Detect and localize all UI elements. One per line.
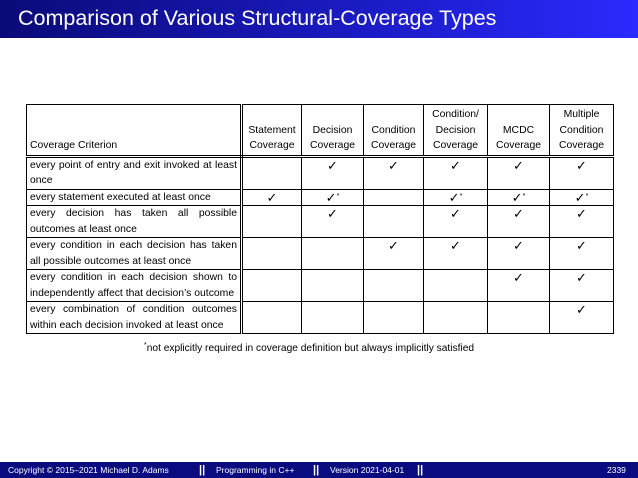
footer-copyright: Copyright © 2015–2021 Michael D. Adams — [8, 465, 169, 475]
checkmark-icon: ✓ — [266, 189, 278, 205]
footnote-marker: * — [144, 342, 147, 349]
table-row — [27, 156, 614, 189]
coverage-mark-cell — [550, 270, 614, 302]
checkmark-icon: ✓ — [388, 238, 399, 253]
coverage-mark-cell — [488, 206, 550, 238]
coverage-mark-cell — [302, 156, 364, 189]
footnote-ref: * — [459, 192, 463, 200]
checkmark-icon: ✓ — [576, 302, 587, 317]
header-line: Condition — [371, 124, 416, 136]
checkmark-icon: ✓ — [450, 206, 461, 221]
column-header-multiple-condition-coverage — [550, 105, 614, 157]
header-line: Coverage — [309, 140, 356, 151]
checkmark-icon: ✓ — [511, 189, 523, 205]
coverage-mark-cell — [364, 270, 424, 302]
checkmark-icon: ✓ — [327, 206, 338, 221]
coverage-mark-cell — [424, 270, 488, 302]
criterion-column-header: Coverage Criterion — [27, 105, 242, 157]
checkmark-icon: ✓ — [513, 157, 524, 173]
footer-separator: || — [417, 464, 424, 476]
footer-course: Programming in C++ — [216, 465, 295, 475]
footer-separator: || — [199, 464, 206, 476]
table-header-row — [27, 105, 614, 157]
coverage-mark-cell — [242, 302, 302, 334]
footnote-ref: * — [522, 192, 526, 200]
coverage-mark-cell — [424, 189, 488, 206]
checkmark-icon: ✓ — [513, 206, 524, 221]
table-footnote — [144, 343, 474, 354]
coverage-mark-cell — [364, 156, 424, 189]
coverage-mark-cell — [364, 206, 424, 238]
criterion-cell: every condition in each decision shown to independently affect that decision’s outcome — [27, 270, 242, 302]
checkmark-icon: ✓ — [574, 189, 586, 205]
header-line: Coverage — [495, 140, 542, 151]
checkmark-icon: ✓ — [576, 157, 587, 173]
coverage-comparison-table — [26, 104, 614, 334]
checkmark-icon: ✓ — [576, 238, 587, 253]
footer-bar — [0, 462, 638, 478]
table-row — [27, 270, 614, 302]
table-row — [27, 238, 614, 270]
footnote-ref: * — [336, 192, 340, 200]
checkmark-icon: ✓ — [513, 238, 524, 253]
header-line: Coverage — [558, 140, 605, 151]
footnote-text: not explicitly required in coverage definition but always implicitly satisfied — [146, 343, 475, 354]
checkmark-icon: ✓ — [576, 206, 587, 221]
coverage-mark-cell — [242, 189, 302, 206]
coverage-mark-cell — [550, 206, 614, 238]
coverage-mark-cell — [550, 238, 614, 270]
coverage-mark-cell — [550, 156, 614, 189]
coverage-mark-cell — [242, 156, 302, 189]
slide-title: Comparison of Various Structural-Coverage Types — [18, 6, 497, 30]
coverage-mark-cell — [424, 156, 488, 189]
coverage-mark-cell — [550, 189, 614, 206]
criterion-cell: every statement executed at least once — [27, 189, 242, 206]
header-line: Decision — [312, 124, 353, 136]
coverage-mark-cell — [302, 189, 364, 206]
coverage-mark-cell — [364, 189, 424, 206]
coverage-mark-cell — [424, 238, 488, 270]
header-line: Condition — [559, 124, 604, 136]
coverage-mark-cell — [488, 302, 550, 334]
coverage-mark-cell — [364, 238, 424, 270]
table-row — [27, 189, 614, 206]
criterion-cell: every combination of condition outcomes within each decision invoked at least once — [27, 302, 242, 334]
title-bar — [0, 0, 638, 38]
header-line: Condition/ — [432, 109, 479, 120]
coverage-mark-cell — [488, 156, 550, 189]
header-line: Coverage — [249, 140, 295, 151]
checkmark-icon: ✓ — [450, 238, 461, 253]
header-line: Statement — [248, 124, 296, 136]
checkmark-icon: ✓ — [325, 189, 337, 205]
checkmark-icon: ✓ — [576, 270, 587, 285]
coverage-mark-cell — [302, 302, 364, 334]
table-row — [27, 302, 614, 334]
table-row — [27, 206, 614, 238]
checkmark-icon: ✓ — [448, 189, 460, 205]
coverage-mark-cell — [424, 206, 488, 238]
coverage-mark-cell — [302, 206, 364, 238]
checkmark-icon: ✓ — [513, 270, 524, 285]
column-header-condition-decision-coverage — [424, 105, 488, 157]
header-line: MCDC — [502, 124, 535, 136]
coverage-mark-cell — [550, 302, 614, 334]
column-header-decision-coverage — [302, 105, 364, 157]
coverage-mark-cell — [302, 238, 364, 270]
footer-version: Version 2021-04-01 — [330, 465, 405, 475]
column-header-mcdc-coverage — [488, 105, 550, 157]
coverage-mark-cell — [488, 189, 550, 206]
footer-separator: || — [313, 464, 320, 476]
criterion-cell: every condition in each decision has taken all possible outcomes at least once — [27, 238, 242, 270]
header-line: Coverage — [370, 140, 417, 151]
criterion-cell: every decision has taken all possible outcomes at least once — [27, 206, 242, 238]
header-line: Multiple — [563, 109, 600, 120]
column-header-condition-coverage — [364, 105, 424, 157]
column-header-statement-coverage — [242, 105, 302, 157]
criterion-cell: every point of entry and exit invoked at least once — [27, 156, 242, 189]
coverage-mark-cell — [242, 238, 302, 270]
checkmark-icon: ✓ — [450, 157, 461, 173]
footer-page-number: 2339 — [607, 465, 626, 475]
footnote-ref: * — [585, 192, 589, 200]
coverage-mark-cell — [488, 270, 550, 302]
checkmark-icon: ✓ — [327, 157, 338, 173]
checkmark-icon: ✓ — [388, 157, 399, 173]
coverage-mark-cell — [242, 270, 302, 302]
coverage-mark-cell — [242, 206, 302, 238]
header-line: Decision — [435, 124, 476, 136]
coverage-mark-cell — [488, 238, 550, 270]
coverage-mark-cell — [424, 302, 488, 334]
header-line: Coverage — [432, 140, 479, 151]
coverage-table-container — [26, 104, 613, 334]
coverage-mark-cell — [364, 302, 424, 334]
coverage-mark-cell — [302, 270, 364, 302]
